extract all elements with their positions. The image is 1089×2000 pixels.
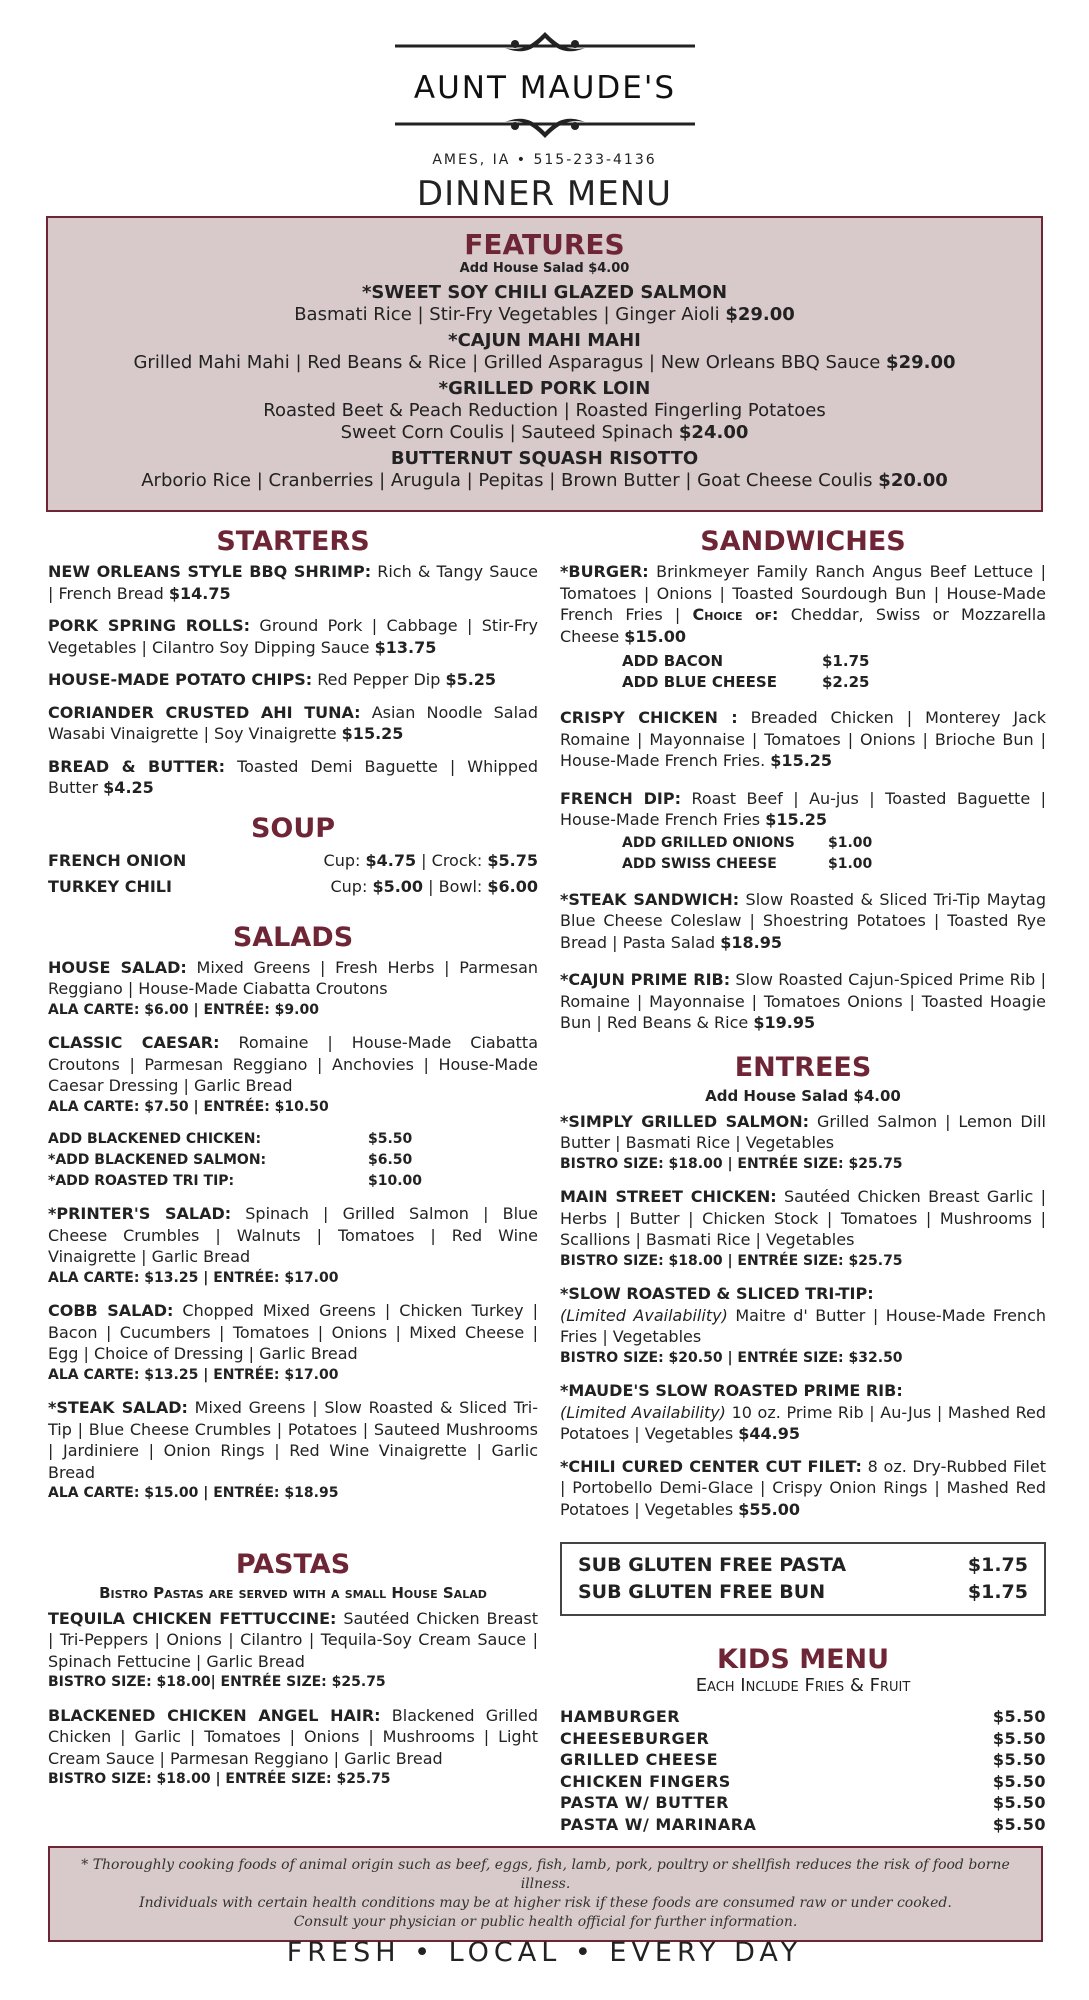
menu-item: BREAD & BUTTER: Toasted Demi Baguette | Whipped Butter $4.25 xyxy=(48,756,538,797)
dip-addons xyxy=(560,833,1046,875)
menu-item: NEW ORLEANS STYLE BBQ SHRIMP: Rich & Tangy Sauce | French Bread $14.75 xyxy=(48,562,538,603)
logo-ornament-icon xyxy=(385,30,705,140)
gluten-free-box xyxy=(560,1542,1046,1616)
entrees-title: ENTREES xyxy=(734,1051,872,1083)
menu-item: *SIMPLY GRILLED SALMON: Grilled Salmon | Lemon Dill Butter | Basmati Rice | Vegetables BISTRO SIZE: $18.00 | ENTRÉE SIZE: $25.75 xyxy=(560,1111,1047,1172)
addon-row: *ADD ROASTED TRI TIP: $10.00 xyxy=(48,1173,423,1189)
menu-item: TEQUILA CHICKEN FETTUCCINE: Sautéed Chicken Breast | Tri-Peppers | Onions | Cilantro | Tequila-Soy Cream Sauce | Spinach Fettucine | Garlic Bread BISTRO SIZE: $18.00| ENTRÉE SIZE: $25.75 xyxy=(48,1608,539,1690)
soup-title: SOUP xyxy=(250,812,336,844)
menu-item: *STEAK SALAD: Mixed Greens | Slow Roasted & Sliced Tri-Tip | Blue Cheese Crumbles | Potatoes | Sauteed Mushrooms | Jardiniere | Onion Rings | Red Wine Vinaigrette | Garlic Bread ALA CARTE: $15.00 | ENTRÉE: $18.95 xyxy=(48,1398,538,1501)
right-column xyxy=(560,526,1046,1835)
kids-row: HAMBURGER $5.50 xyxy=(560,1707,1046,1726)
menu-item: COBB SALAD: Chopped Mixed Greens | Chicken Turkey | Bacon | Cucumbers | Tomatoes | Onions | Mixed Cheese | Egg | Choice of Dressing | Garlic Bread ALA CARTE: $13.25 | ENTRÉE: $17.00 xyxy=(48,1301,539,1383)
feature-desc: Roasted Beet & Peach Reduction | Roasted Fingerling Potatoes xyxy=(263,400,826,421)
menu-item: *PRINTER'S SALAD: Spinach | Grilled Salmon | Blue Cheese Crumbles | Walnuts | Tomatoes | Red Wine Vinaigrette | Garlic Bread ALA CARTE: $13.25 | ENTRÉE: $17.00 xyxy=(48,1204,539,1286)
menu-item: *STEAK SANDWICH: Slow Roasted & Sliced Tri-Tip Maytag Blue Cheese Coleslaw | Shoestring Potatoes | Toasted Rye Bread | Pasta Salad $18.95 xyxy=(560,889,1047,952)
addon-row: ADD BACON $1.75 xyxy=(622,652,870,670)
menu-item: HOUSE SALAD: Mixed Greens | Fresh Herbs | Parmesan Reggiano | House-Made Ciabatta Croutons ALA CARTE: $6.00 | ENTRÉE: $9.00 xyxy=(48,957,539,1018)
kids-row: PASTA W/ BUTTER $5.50 xyxy=(560,1793,1046,1812)
addon-row: *ADD BLACKENED SALMON: $6.50 xyxy=(48,1152,413,1168)
kids-row: GRILLED CHEESE $5.50 xyxy=(560,1750,1046,1769)
gluten-free-row: SUB GLUTEN FREE PASTA $1.75 xyxy=(578,1554,1028,1576)
feature-name: BUTTERNUT SQUASH RISOTTO xyxy=(390,448,699,469)
feature-name: *SWEET SOY CHILI GLAZED SALMON xyxy=(361,282,728,303)
feature-desc: Grilled Mahi Mahi | Red Beans & Rice | Grilled Asparagus | New Orleans BBQ Sauce $29.00 xyxy=(133,352,956,373)
feature-desc: Basmati Rice | Stir-Fry Vegetables | Ginger Aioli $29.00 xyxy=(294,304,795,325)
menu-header xyxy=(0,30,1089,214)
addon-row: ADD BLUE CHEESE $2.25 xyxy=(622,673,870,691)
feature-name: *GRILLED PORK LOIN xyxy=(438,378,651,399)
addon-row: ADD BLACKENED CHICKEN: $5.50 xyxy=(48,1131,413,1147)
menu-item: CORIANDER CRUSTED AHI TUNA: Asian Noodle Salad Wasabi Vinaigrette | Soy Vinaigrette $15.25 xyxy=(48,702,539,743)
menu-item: MAIN STREET CHICKEN: Sautéed Chicken Breast Garlic | Herbs | Butter | Chicken Stock | Tomatoes | Mushrooms | Scallions | Basmati Rice | Vegetables BISTRO SIZE: $18.00 | ENTRÉE SIZE: $25.75 xyxy=(560,1187,1046,1269)
menu-item: BLACKENED CHICKEN ANGEL HAIR: Blackened Grilled Chicken | Garlic | Tomatoes | Onions | Mushrooms | Light Cream Sauce | Parmesan Reggiano | Garlic Bread BISTRO SIZE: $18.00 | ENTRÉE SIZE: $25.75 xyxy=(48,1705,538,1787)
feature-item xyxy=(48,378,1041,444)
burger-addons xyxy=(560,651,1046,693)
kids-title: KIDS MENU xyxy=(716,1644,890,1675)
menu-item: HOUSE-MADE POTATO CHIPS: Red Pepper Dip $5.25 xyxy=(48,670,497,689)
menu-item: FRENCH DIP: Roast Beef | Au-jus | Toasted Baguette | House-Made French Fries $15.25 xyxy=(560,788,1046,829)
sandwiches-title: SANDWICHES xyxy=(700,526,906,557)
feature-item xyxy=(48,448,1041,492)
addon-row: ADD GRILLED ONIONS $1.00 xyxy=(622,834,873,851)
feature-name: *CAJUN MAHI MAHI xyxy=(448,330,641,351)
restaurant-name: AUNT MAUDE'S xyxy=(413,70,676,106)
menu-item: *MAUDE'S SLOW ROASTED PRIME RIB: (Limited Availability) 10 oz. Prime Rib | Au-Jus | Mashed Red Potatoes | Vegetables $44.95 xyxy=(560,1381,1047,1443)
starters-title: STARTERS xyxy=(216,526,370,557)
menu-item: CLASSIC CAESAR: Romaine | House-Made Ciabatta Croutons | Parmesan Reggiano | Anchovies | House-Made Caesar Dressing | Garlic Bread ALA CARTE: $7.50 | ENTRÉE: $10.50 xyxy=(48,1033,539,1115)
addon-row: ADD SWISS CHEESE $1.00 xyxy=(622,855,873,872)
menu-item: PORK SPRING ROLLS: Ground Pork | Cabbage | Stir-Fry Vegetables | Cilantro Soy Dipping Sauce $13.75 xyxy=(48,616,538,657)
entrees-subtitle: Add House Salad $4.00 xyxy=(705,1086,901,1105)
soup-row: FRENCH ONION Cup: $4.75 | Crock: $5.75 xyxy=(48,850,538,870)
feature-item xyxy=(48,330,1041,374)
menu-item: *CAJUN PRIME RIB: Slow Roasted Cajun-Spiced Prime Rib | Romaine | Mayonnaise | Tomatoes Onions | Toasted Hoagie Bun | Red Beans & Rice $19.95 xyxy=(560,970,1046,1032)
menu-item: *BURGER: Brinkmeyer Family Ranch Angus Beef Lettuce | Tomatoes | Onions | Toasted Sourdough Bun | House-Made French Fries | Choice of: Cheddar, Swiss or Mozzarella Cheese $15.00 xyxy=(560,562,1046,646)
food-safety-disclaimer: * Thoroughly cooking foods of animal origin such as beef, eggs, fish, lamb, pork, poultry or shellfish reduces the risk of food borne illness. Individuals with certain health conditions may be at higher risk if these foods are consumed raw or under cooked. Consult your physician or public health official for further information. xyxy=(48,1846,1043,1942)
kids-row: CHEESEBURGER $5.50 xyxy=(560,1728,1046,1748)
feature-desc: Sweet Corn Coulis | Sauteed Spinach $24.00 xyxy=(340,422,749,443)
location-phone: AMES, IA • 515-233-4136 xyxy=(432,152,657,168)
kids-row: PASTA W/ MARINARA $5.50 xyxy=(560,1814,1046,1834)
pastas-title: PASTAS xyxy=(235,1548,351,1580)
feature-item xyxy=(48,282,1041,326)
salads-title: SALADS xyxy=(232,921,354,953)
feature-desc: Arborio Rice | Cranberries | Arugula | Pepitas | Brown Butter | Goat Cheese Coulis $20.00 xyxy=(141,470,948,491)
kids-subtitle: Each Include Fries & Fruit xyxy=(695,1675,911,1696)
soup-row: TURKEY CHILI Cup: $5.00 | Bowl: $6.00 xyxy=(48,876,538,896)
gluten-free-row: SUB GLUTEN FREE BUN $1.75 xyxy=(578,1581,1028,1603)
menu-item: *CHILI CURED CENTER CUT FILET: 8 oz. Dry-Rubbed Filet | Portobello Demi-Glace | Crispy Onion Rings | Mashed Red Potatoes | Vegetables $55.00 xyxy=(560,1456,1046,1519)
menu-item: CRISPY CHICKEN : Breaded Chicken | Monterey Jack Romaine | Mayonnaise | Tomatoes | Onions | Brioche Bun | House-Made French Fries. $15.25 xyxy=(560,708,1046,770)
features-title: FEATURES xyxy=(464,228,625,261)
menu-item: *SLOW ROASTED & SLICED TRI-TIP: (Limited Availability) Maitre d' Butter | House-Made French Fries | Vegetables BISTRO SIZE: $20.50 | ENTRÉE SIZE: $32.50 xyxy=(560,1284,1046,1366)
pastas-subtitle: Bistro Pastas are served with a small House Salad xyxy=(99,1583,487,1602)
logo xyxy=(385,30,705,140)
left-column xyxy=(48,526,538,1802)
salad-addons xyxy=(48,1129,538,1192)
kids-row: CHICKEN FINGERS $5.50 xyxy=(560,1771,1046,1791)
features-box xyxy=(46,216,1043,512)
tagline: FRESH • LOCAL • EVERY DAY xyxy=(286,1937,803,1968)
menu-title: DINNER MENU xyxy=(416,174,673,214)
features-subtitle: Add House Salad $4.00 xyxy=(459,261,630,276)
